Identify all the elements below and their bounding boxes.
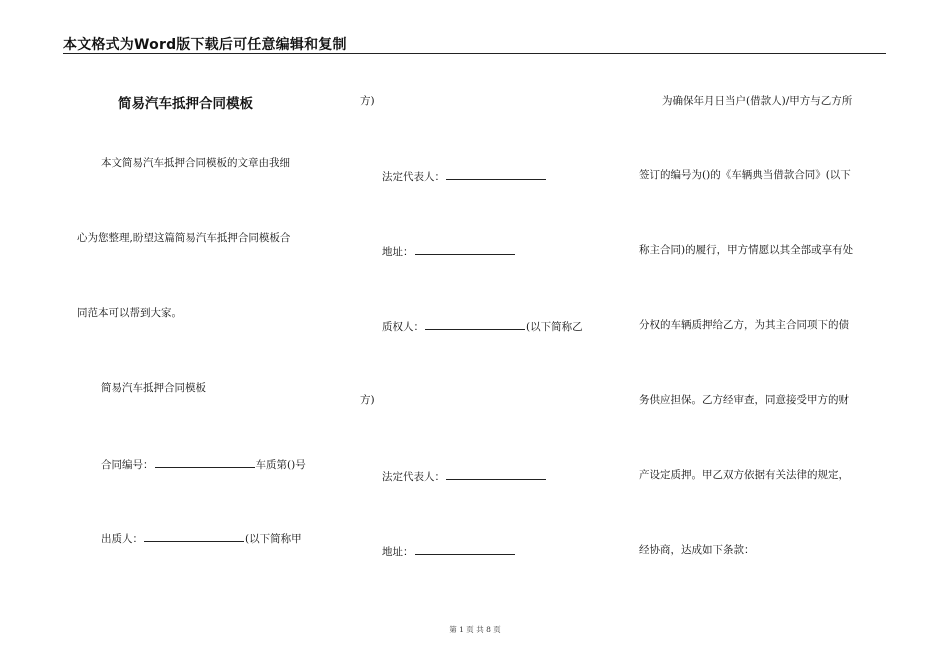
clause-line-1: 为确保年月日当户(借款人)/甲方与乙方所 <box>662 95 853 107</box>
legal-rep-1-line <box>382 168 547 184</box>
pledgor-blank <box>144 530 244 542</box>
clause-line-6: 产设定质押。甲乙双方依据有关法律的规定， <box>639 469 849 481</box>
contract-number-blank <box>155 456 255 468</box>
address-1-label: 地址： <box>382 246 414 258</box>
address-1-blank <box>415 243 515 255</box>
contract-number-label: 合同编号： <box>101 459 154 471</box>
contract-number-suffix: 车质第()号 <box>255 459 306 471</box>
clause-line-4: 分权的车辆质押给乙方，为其主合同项下的债 <box>639 319 849 331</box>
clause-line-5: 务供应担保。乙方经审查，同意接受甲方的财 <box>639 394 849 406</box>
intro-line-2: 心为您整理,盼望这篇简易汽车抵押合同模板合 <box>77 232 291 244</box>
document-title: 简易汽车抵押合同模板 <box>118 96 253 112</box>
clause-line-2: 签订的编号为()的《车辆典当借款合同》(以下 <box>639 169 851 181</box>
intro-line-1: 本文简易汽车抵押合同模板的文章由我细 <box>101 157 290 169</box>
contract-number-line <box>101 456 306 472</box>
pledgor-line <box>101 530 302 546</box>
intro-line-3: 同范本可以帮到大家。 <box>77 307 182 319</box>
pledgor-suffix: (以下简称甲 <box>245 533 302 545</box>
legal-rep-1-label: 法定代表人： <box>382 171 445 183</box>
clause-line-3: 称主合同)的履行，甲方情愿以其全部或享有处 <box>639 244 854 256</box>
address-2-line <box>382 543 516 559</box>
legal-rep-2-blank <box>446 468 546 480</box>
pledgee-suffix: (以下简称乙 <box>526 321 583 333</box>
pledgee-line <box>382 318 583 334</box>
page-header-rule <box>63 53 886 54</box>
continuation-1: 方) <box>360 95 375 107</box>
address-2-label: 地址： <box>382 546 414 558</box>
pledgee-label: 质权人： <box>382 321 424 333</box>
legal-rep-1-blank <box>446 168 546 180</box>
address-1-line <box>382 243 516 259</box>
legal-rep-2-label: 法定代表人： <box>382 471 445 483</box>
page-indicator: 第 1 页 共 8 页 <box>449 625 501 634</box>
clause-line-7: 经协商，达成如下条款： <box>639 544 755 556</box>
continuation-2: 方) <box>360 394 375 406</box>
page-header-title: 本文格式为Word版下载后可任意编辑和复制 <box>63 37 347 53</box>
subtitle: 简易汽车抵押合同模板 <box>101 382 206 394</box>
pledgor-label: 出质人： <box>101 533 143 545</box>
pledgee-blank <box>425 318 525 330</box>
address-2-blank <box>415 543 515 555</box>
legal-rep-2-line <box>382 468 547 484</box>
